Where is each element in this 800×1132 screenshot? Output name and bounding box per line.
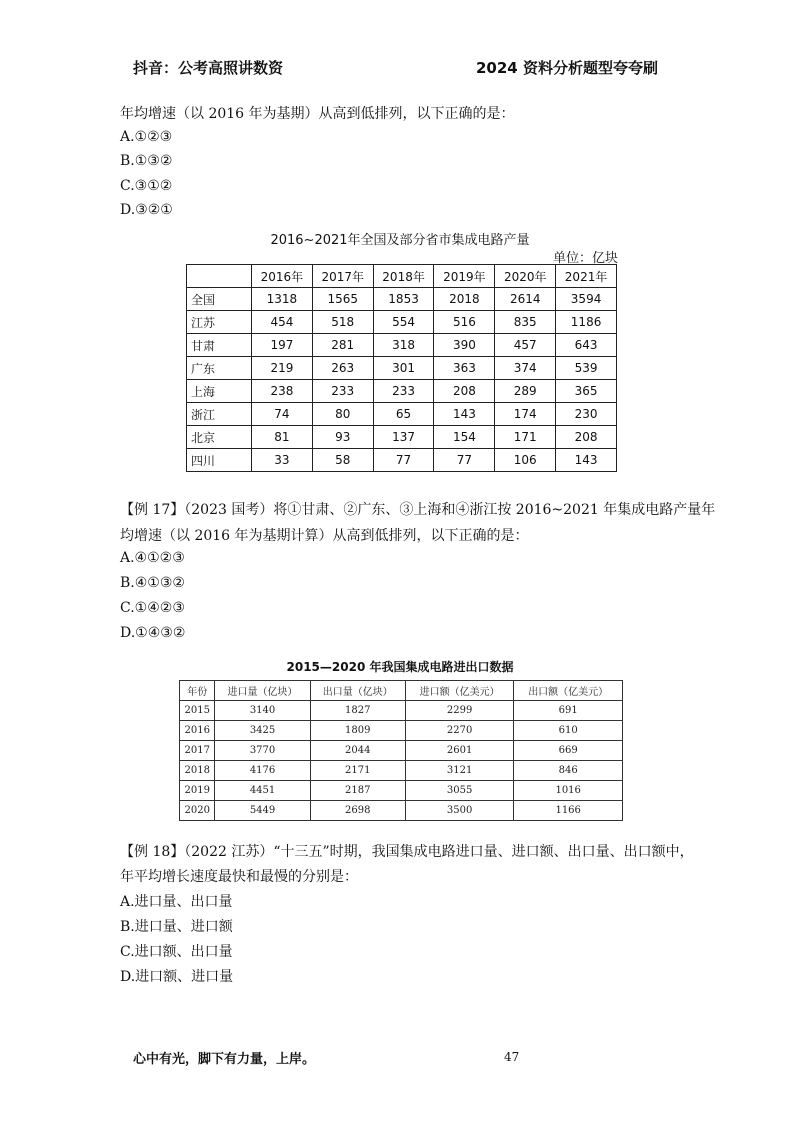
table-row	[187, 288, 617, 311]
table-cell: 263	[312, 357, 373, 380]
table-cell: 2614	[495, 288, 556, 311]
table-cell: 33	[252, 449, 313, 472]
table-cell: 374	[495, 357, 556, 380]
row-header-cell: 北京	[187, 426, 252, 449]
row-header-cell: 2016	[180, 721, 215, 741]
table-cell: 454	[252, 311, 313, 334]
table-header-cell: 出口额（亿美元）	[514, 681, 623, 701]
table-cell: 219	[252, 357, 313, 380]
table-cell: 1827	[310, 701, 405, 721]
option-c: C.进口额、出口量	[120, 944, 233, 960]
row-header-cell: 2020	[180, 801, 215, 821]
table-cell: 171	[495, 426, 556, 449]
table-cell: 457	[495, 334, 556, 357]
table-cell: 5449	[215, 801, 310, 821]
table-cell: 81	[252, 426, 313, 449]
table-cell: 3770	[215, 741, 310, 761]
row-header-cell: 四川	[187, 449, 252, 472]
table-cell: 516	[434, 311, 495, 334]
table-cell: 318	[373, 334, 434, 357]
table-cell: 1186	[556, 311, 617, 334]
table-cell: 835	[495, 311, 556, 334]
table-cell: 363	[434, 357, 495, 380]
option-b: B.进口量、进口额	[120, 919, 233, 935]
table-header-cell	[187, 265, 252, 288]
table-cell: 281	[312, 334, 373, 357]
production-table	[186, 264, 617, 472]
table-cell: 2187	[310, 781, 405, 801]
table-cell: 669	[514, 741, 623, 761]
table-cell: 238	[252, 380, 313, 403]
table2-title: 2015—2020 年我国集成电路进出口数据	[286, 660, 514, 674]
table-row	[180, 761, 623, 781]
table-cell: 1853	[373, 288, 434, 311]
table-cell: 539	[556, 357, 617, 380]
row-header-cell: 2015	[180, 701, 215, 721]
table-cell: 65	[373, 403, 434, 426]
row-header-cell: 2017	[180, 741, 215, 761]
example-18-line2: 年平均增长速度最快和最慢的分别是：	[120, 869, 358, 885]
table-header-row	[180, 681, 623, 701]
table-cell: 233	[373, 380, 434, 403]
table-header-cell: 进口量（亿块）	[215, 681, 310, 701]
option-a: A.①②③	[120, 129, 173, 145]
option-c: C.③①②	[120, 178, 173, 194]
table-cell: 1166	[514, 801, 623, 821]
table-cell: 77	[373, 449, 434, 472]
table-cell: 289	[495, 380, 556, 403]
table-header-cell: 2016年	[252, 265, 313, 288]
table-cell: 80	[312, 403, 373, 426]
example-17-line1: 【例 17】（2023 国考）将①甘肃、②广东、③上海和④浙江按 2016~2021 年集成电路产量年	[120, 502, 716, 518]
example-18-line1: 【例 18】（2022 江苏）“十三五”时期，我国集成电路进口量、进口额、出口量、出口额中，	[120, 844, 694, 860]
table-cell: 610	[514, 721, 623, 741]
table-cell: 1016	[514, 781, 623, 801]
table-cell: 1809	[310, 721, 405, 741]
table-cell: 301	[373, 357, 434, 380]
table-cell: 3425	[215, 721, 310, 741]
table-cell: 2698	[310, 801, 405, 821]
table-cell: 154	[434, 426, 495, 449]
footer-motto: 心中有光，脚下有力量，上岸。	[133, 1052, 316, 1067]
option-a: A.④①②③	[120, 550, 185, 566]
table-row	[187, 426, 617, 449]
table-cell: 3140	[215, 701, 310, 721]
table-header-cell: 2018年	[373, 265, 434, 288]
table-cell: 3121	[405, 761, 514, 781]
table-cell: 93	[312, 426, 373, 449]
option-d: D.进口额、进口量	[120, 969, 234, 985]
table-row	[187, 334, 617, 357]
table-cell: 74	[252, 403, 313, 426]
table-cell: 1318	[252, 288, 313, 311]
table-header-cell: 进口额（亿美元）	[405, 681, 514, 701]
header-right: 2024 资料分析题型夸夸刷	[476, 59, 658, 77]
row-header-cell: 甘肃	[187, 334, 252, 357]
table-row	[187, 357, 617, 380]
row-header-cell: 浙江	[187, 403, 252, 426]
table-row	[187, 403, 617, 426]
table-row	[180, 801, 623, 821]
table1-unit: 单位：亿块	[553, 251, 619, 266]
table-cell: 4451	[215, 781, 310, 801]
table-cell: 691	[514, 701, 623, 721]
table-cell: 1565	[312, 288, 373, 311]
table-cell: 518	[312, 311, 373, 334]
row-header-cell: 江苏	[187, 311, 252, 334]
table-cell: 4176	[215, 761, 310, 781]
table-header-cell: 出口量（亿块）	[310, 681, 405, 701]
row-header-cell: 2018	[180, 761, 215, 781]
table-header-row	[187, 265, 617, 288]
table-cell: 233	[312, 380, 373, 403]
question-continuation: 年均增速（以 2016 年为基期）从高到低排列，以下正确的是：	[120, 106, 515, 122]
page-number: 47	[504, 1050, 520, 1064]
table-cell: 143	[434, 403, 495, 426]
option-b: B.④①③②	[120, 575, 185, 591]
table-row	[180, 701, 623, 721]
import-export-table	[179, 680, 623, 821]
table-cell: 208	[556, 426, 617, 449]
table-row	[187, 380, 617, 403]
table-row	[180, 781, 623, 801]
table-cell: 174	[495, 403, 556, 426]
table1-title: 2016~2021年全国及部分省市集成电路产量	[270, 233, 530, 248]
table-cell: 2601	[405, 741, 514, 761]
table-header-cell: 2021年	[556, 265, 617, 288]
table-header-cell: 2017年	[312, 265, 373, 288]
example-17-line2: 均增速（以 2016 年为基期计算）从高到低排列，以下正确的是：	[120, 528, 529, 544]
table-cell: 2044	[310, 741, 405, 761]
table-cell: 77	[434, 449, 495, 472]
row-header-cell: 上海	[187, 380, 252, 403]
table-row	[180, 741, 623, 761]
table-cell: 230	[556, 403, 617, 426]
table-header-cell: 2020年	[495, 265, 556, 288]
table-row	[187, 311, 617, 334]
table-cell: 3055	[405, 781, 514, 801]
table-cell: 846	[514, 761, 623, 781]
table-cell: 106	[495, 449, 556, 472]
table-cell: 2171	[310, 761, 405, 781]
option-d: D.③②①	[120, 202, 173, 218]
row-header-cell: 全国	[187, 288, 252, 311]
row-header-cell: 广东	[187, 357, 252, 380]
table-cell: 58	[312, 449, 373, 472]
header-left: 抖音：公考高照讲数资	[133, 59, 284, 77]
table-cell: 554	[373, 311, 434, 334]
table-cell: 143	[556, 449, 617, 472]
table-header-cell: 2019年	[434, 265, 495, 288]
table-cell: 197	[252, 334, 313, 357]
table-cell: 3594	[556, 288, 617, 311]
option-c: C.①④②③	[120, 600, 185, 616]
table-cell: 365	[556, 380, 617, 403]
option-b: B.①③②	[120, 153, 173, 169]
table-cell: 137	[373, 426, 434, 449]
table-cell: 208	[434, 380, 495, 403]
table-cell: 2018	[434, 288, 495, 311]
table-cell: 3500	[405, 801, 514, 821]
table-cell: 643	[556, 334, 617, 357]
option-a: A.进口量、出口量	[120, 894, 233, 910]
row-header-cell: 2019	[180, 781, 215, 801]
table-cell: 2270	[405, 721, 514, 741]
table-cell: 390	[434, 334, 495, 357]
table-row	[180, 721, 623, 741]
option-d: D.①④③②	[120, 625, 186, 641]
table-cell: 2299	[405, 701, 514, 721]
table-row	[187, 449, 617, 472]
table-header-cell: 年份	[180, 681, 215, 701]
